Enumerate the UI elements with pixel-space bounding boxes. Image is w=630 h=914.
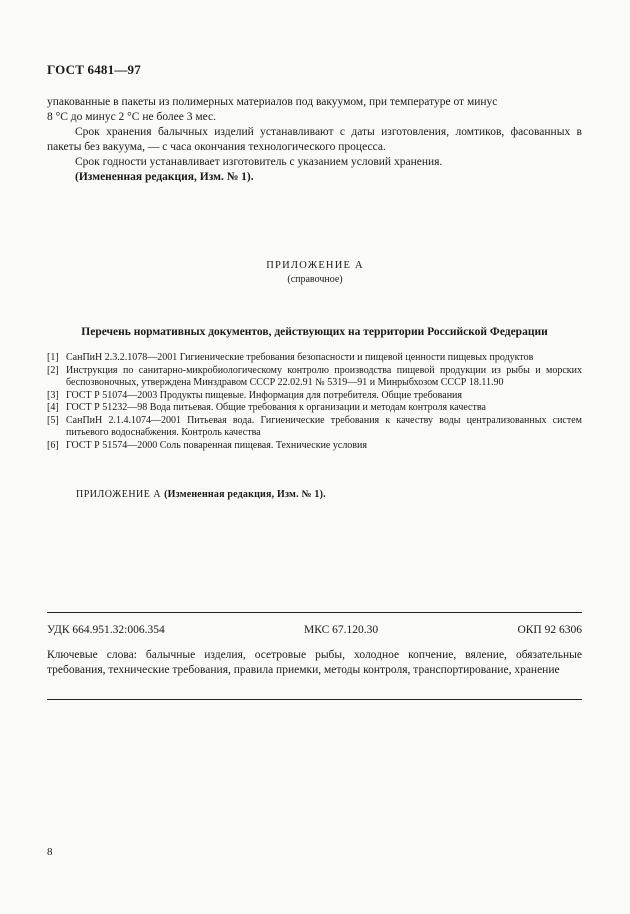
reference-item xyxy=(47,440,582,453)
reference-text: Инструкция по санитарно-микробиологическому контролю производства пищевой продукции из рыбы и морских беспозвоночных, утверждена Минздравом СССР 22.02.91 № 5319—91 и Минрыбхозом СССР 18.11.90 xyxy=(66,364,582,388)
reference-number: [1] xyxy=(47,352,59,363)
appendix-amendment-note xyxy=(76,489,326,500)
reference-item xyxy=(47,390,582,403)
paragraph-line: 8 °С до минус 2 °С не более 3 мес. xyxy=(47,111,217,123)
standard-header: ГОСТ 6481—97 xyxy=(47,62,141,77)
mks-code: МКС 67.120.30 xyxy=(304,624,379,636)
reference-item xyxy=(47,365,582,390)
paragraph-shelf-life: Срок хранения балычных изделий устанавливают с даты изготовления, ломтиков, фасованных в пакеты без вакуума, — с часа окончания технологического процесса. xyxy=(47,126,582,153)
appendix-title: ПРИЛОЖЕНИЕ А xyxy=(266,260,364,271)
reference-text: СанПиН 2.1.4.1074—2001 Питьевая вода. Гигиенические требования к качеству воды централизованных систем питьевого водоснабжения. Контроль качества xyxy=(66,414,582,438)
reference-text: СанПиН 2.3.2.1078—2001 Гигиенические требования безопасности и пищевой ценности пищевых продуктов xyxy=(66,352,534,363)
reference-number: [3] xyxy=(47,389,59,401)
appendix-amendment-bold: (Измененная редакция, Изм. № 1). xyxy=(164,489,326,500)
reference-number: [4] xyxy=(47,402,59,413)
reference-item xyxy=(47,415,582,440)
reference-number: [2] xyxy=(47,364,59,376)
divider-bottom xyxy=(47,699,582,700)
paragraph-line: упакованные в пакеты из полимерных материалов под вакуумом, при температуре от минус xyxy=(47,96,498,108)
reference-text: ГОСТ Р 51232—98 Вода питьевая. Общие требования к организации и методам контроля качества xyxy=(66,402,486,413)
paragraph-expiry: Срок годности устанавливает изготовитель с указанием условий хранения. xyxy=(75,156,443,168)
okp-code: ОКП 92 6306 xyxy=(517,624,582,636)
page-number: 8 xyxy=(47,846,53,858)
reference-number: [6] xyxy=(47,439,59,451)
references-list xyxy=(47,352,582,452)
body-text xyxy=(47,95,582,185)
reference-item xyxy=(47,402,582,415)
classification-codes xyxy=(47,624,582,636)
keywords: Ключевые слова: балычные изделия, осетровые рыбы, холодное копчение, вяление, обязательные требования, технические требования, правила приемки, методы контроля, транспортирование, хранение xyxy=(47,649,582,676)
references-heading: Перечень нормативных документов, действующих на территории Российской Федерации xyxy=(81,326,548,338)
reference-text: ГОСТ Р 51074—2003 Продукты пищевые. Информация для потребителя. Общие требования xyxy=(66,389,462,401)
paragraph-storage-vacuum xyxy=(47,95,582,125)
reference-number: [5] xyxy=(47,414,59,426)
appendix-amendment-prefix: ПРИЛОЖЕНИЕ А xyxy=(76,489,162,500)
udk-code: УДК 664.951.32:006.354 xyxy=(47,624,165,636)
reference-text: ГОСТ Р 51574—2000 Соль поваренная пищевая. Технические условия xyxy=(66,439,367,451)
reference-item xyxy=(47,352,582,365)
divider-top xyxy=(47,612,582,613)
appendix-subtitle: (справочное) xyxy=(287,274,343,285)
amendment-note: (Измененная редакция, Изм. № 1). xyxy=(75,171,254,183)
